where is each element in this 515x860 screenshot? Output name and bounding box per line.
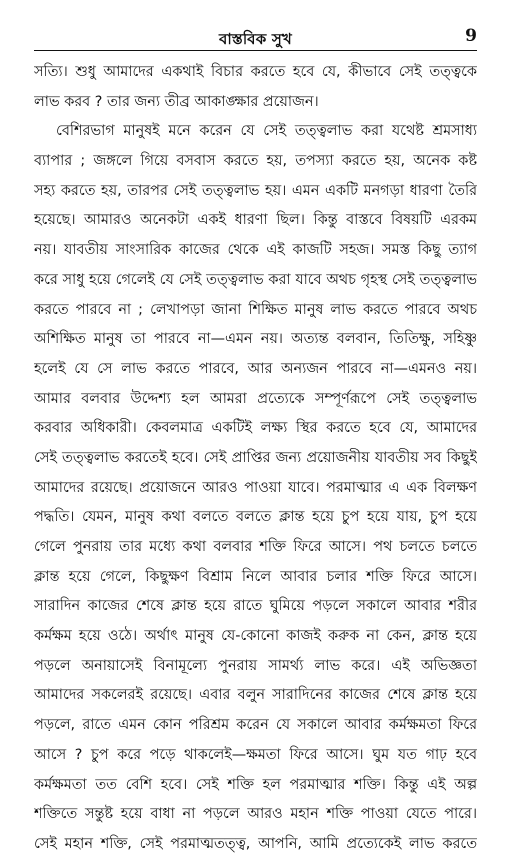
text-line: হয়েছে। আমারও অনেকটা একই ধারণা ছিল। কিন্তু বাস্তবে বিষয়টি এরকম	[34, 212, 477, 229]
text-line: কর্মক্ষমতা তত বেশি হবে। সেই শক্তি হল পরমাত্মার শক্তি। কিন্তু এই অল্প	[34, 776, 477, 793]
text-line: আমাদের সকলেরই রয়েছে। এবার বলুন সারাদিনের কাজের শেষে ক্লান্ত হয়ে	[34, 687, 477, 704]
text-line: করতে পারবে না ; লেখাপড়া জানা শিক্ষিত মানুষ লাভ করতে পারবে অথচ	[34, 301, 477, 318]
text-line: বেশিরভাগ মানুষই মনে করেন যে সেই তত্ত্বলাভ করা যথেষ্ট শ্রমসাধ্য	[56, 123, 477, 140]
text-line: আমার বলবার উদ্দেশ্য হল আমরা প্রত্যেকে সম্পূর্ণরূপে সেই তত্ত্বলাভ	[34, 390, 477, 407]
text-line: সারাদিন কাজের শেষে ক্লান্ত হয়ে রাতে ঘুমিয়ে পড়লে সকালে আবার শরীর	[34, 598, 477, 615]
page-number: 9	[465, 26, 477, 46]
text-line: পদ্ধতি। যেমন, মানুষ কথা বলতে বলতে ক্লান্ত হয়ে চুপ হয়ে যায়, চুপ হয়ে	[34, 509, 477, 526]
text-line: অশিক্ষিত মানুষ তা পারবে না—এমন নয়। অত্যন্ত বলবান, তিতিক্ষু, সহিষ্ণু	[34, 331, 477, 348]
text-line: করবার অধিকারী। কেবলমাত্র একটিই লক্ষ্য স্থির করতে হবে যে, আমাদের	[34, 420, 477, 437]
text-line: ব্যাপার ; জঙ্গলে গিয়ে বসবাস করতে হয়, তপস্যা করতে হয়, অনেক কষ্ট	[34, 153, 477, 170]
body-text	[34, 58, 477, 860]
text-line: পড়লে, রাতে এমন কোন পরিশ্রম করেন যে সকালে আবার কর্মক্ষমতা ফিরে	[34, 717, 477, 734]
text-line: সেই তত্ত্বলাভ করতেই হবে। সেই প্রাপ্তির জন্য প্রয়োজনীয় যাবতীয় সব কিছুই	[34, 449, 477, 466]
text-line: করে সাধু হয়ে গেলেই যে সেই তত্ত্বলাভ করা যাবে অথচ গৃহস্থ সেই তত্ত্বলাভ	[34, 271, 477, 288]
header-rule	[34, 50, 477, 51]
running-head	[34, 22, 477, 52]
text-line: গেলে পুনরায় তার মধ্যে কথা বলবার শক্তি ফিরে আসে। পথ চলতে চলতে	[34, 539, 477, 555]
text-line: আসে ? চুপ করে পড়ে থাকলেই—ক্ষমতা ফিরে আসে। ঘুম যত গাঢ় হবে	[34, 746, 477, 763]
text-line: হলেই যে সে লাভ করতে পারবে, আর অন্যজন পারবে না—এমনও নয়।	[34, 360, 477, 377]
text-line: কর্মক্ষম হয়ে ওঠে। অর্থাৎ মানুষ যে-কোনো কাজই করুক না কেন, ক্লান্ত হয়ে	[34, 628, 477, 645]
text-line: শক্তিতে সন্তুষ্ট হয়ে বাধা না পড়লে আরও মহান শক্তি পাওয়া যেতে পারে।	[34, 806, 477, 823]
text-line: সত্যি। শুধু আমাদের একথাই বিচার করতে হবে যে, কীভাবে সেই তত্ত্বকে	[34, 64, 477, 80]
text-line: সহ্য করতে হয়, তারপর সেই তত্ত্বলাভ হয়। এমন একটি মনগড়া ধারণা তৈরি	[34, 182, 477, 199]
text-line: লাভ করব ? তার জন্য তীব্র আকাঙ্ক্ষার প্রয়োজন।	[34, 93, 319, 110]
text-line: আমাদের রয়েছে। প্রয়োজনে আরও পাওয়া যাবে। পরমাত্মার এ এক বিলক্ষণ	[34, 479, 477, 496]
text-line: নয়। যাবতীয় সাংসারিক কাজের থেকে এই কাজটি সহজ। সমস্ত কিছু ত্যাগ	[34, 242, 477, 259]
text-line: পড়লে অনায়াসেই বিনামূল্যে পুনরায় সামর্থ্য লাভ করে। এই অভিজ্ঞতা	[34, 657, 477, 674]
text-line: ক্লান্ত হয়ে গেলে, কিছুক্ষণ বিশ্রাম নিলে আবার চলার শক্তি ফিরে আসে।	[34, 568, 477, 585]
text-line: সেই মহান শক্তি, সেই পরমাত্মতত্ত্ব, আপনি, আমি প্রত্যেকেই লাভ করতে	[34, 835, 477, 852]
running-title: বাস্তবিক সুখ	[218, 30, 292, 48]
